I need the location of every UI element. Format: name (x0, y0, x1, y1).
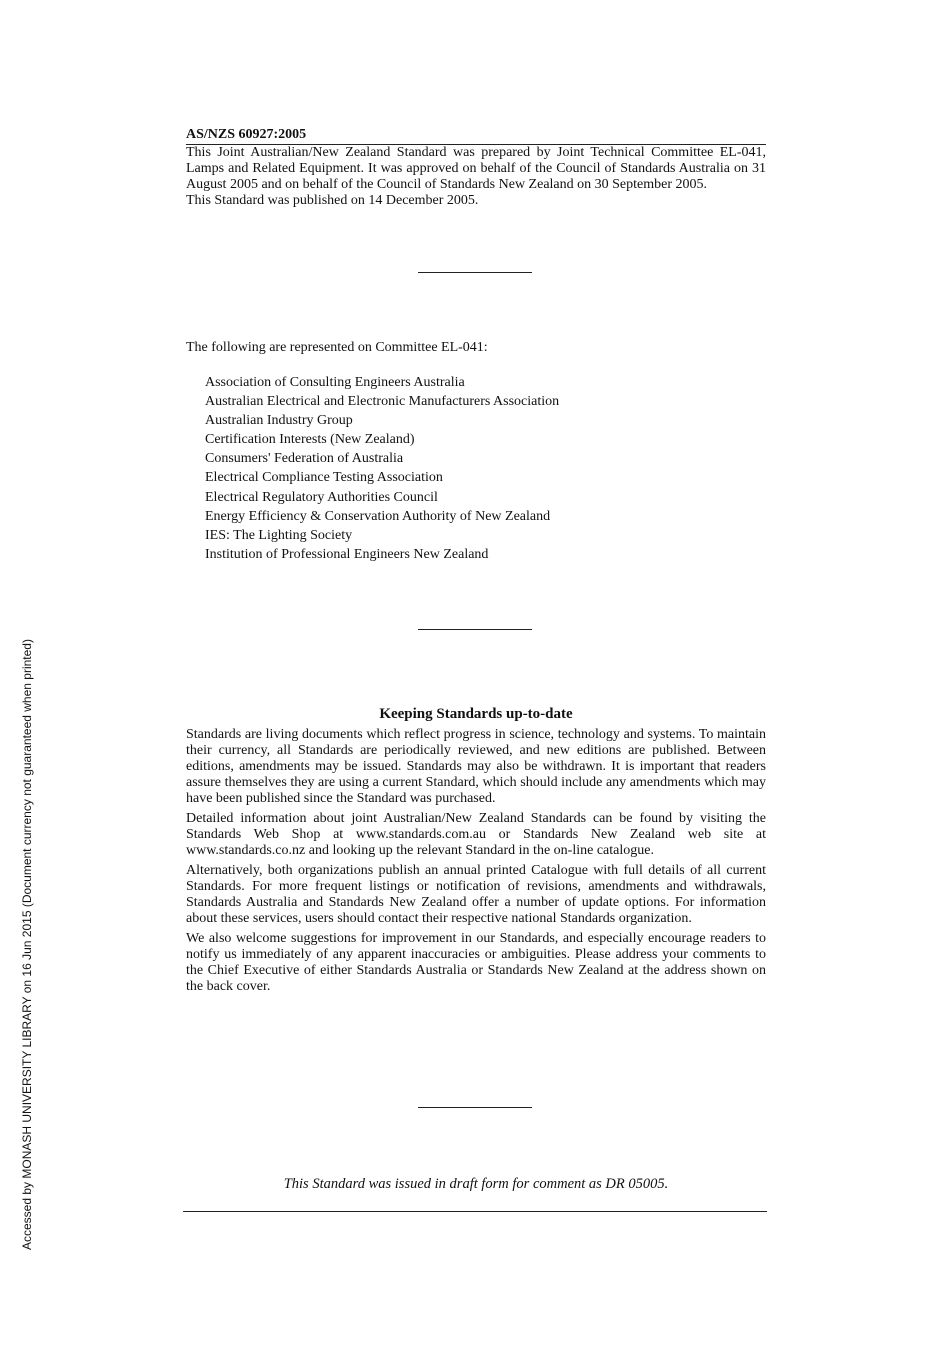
committee-member: Australian Industry Group (205, 413, 353, 429)
committee-member: IES: The Lighting Society (205, 527, 353, 543)
draft-note: This Standard was issued in draft form for comment as DR 05005. (283, 1176, 669, 1192)
standard-id: AS/NZS 60927:2005 (186, 127, 307, 142)
access-watermark: Accessed by MONASH UNIVERSITY LIBRARY on 16 Jun 2015 (Document currency not guaranteed when printed) (20, 639, 34, 1250)
committee-member: Electrical Compliance Testing Association (205, 470, 443, 486)
keeping-up-to-date-body (186, 727, 766, 999)
body-paragraph: Detailed information about joint Australian/New Zealand Standards can be found by visiting the Standards Web Shop at www.standards.com.au or Standards New Zealand web site at www.standards.co.nz and looking up the relevant Standard in the on-line catalogue. (186, 811, 766, 858)
preface-published-text: This Standard was published on 14 December 2005. (186, 193, 479, 208)
committee-member: Electrical Regulatory Authorities Council (205, 489, 438, 505)
section-heading: Keeping Standards up-to-date (379, 706, 573, 722)
body-paragraph: Alternatively, both organizations publish an annual printed Catalogue with full details of all current Standards. For more frequent listings or notification of revisions, amendments and withdrawals, Standards Australia and Standards New Zealand offer a number of update options. For information about these services, users should contact their respective national Standards organization. (186, 863, 766, 926)
preface-prepared-text: This Joint Australian/New Zealand Standard was prepared by Joint Technical Committee EL-041, Lamps and Related Equipment. It was approved on behalf of the Council of Standards Australia on 31 August 2005 and on behalf of the Council of Standards New Zealand on 30 September 2005. (186, 145, 766, 192)
section-divider (418, 272, 532, 273)
committee-member: Institution of Professional Engineers New Zealand (205, 546, 489, 562)
committee-member: Association of Consulting Engineers Australia (205, 375, 465, 390)
committee-member: Energy Efficiency & Conservation Authority of New Zealand (205, 508, 551, 524)
committee-list (205, 373, 559, 564)
body-paragraph: Standards are living documents which reflect progress in science, technology and systems. To maintain their currency, all Standards are periodically reviewed, and new editions are published. Between editions, amendments may be issued. Standards may also be withdrawn. It is important that readers assure themselves they are using a current Standard, which should include any amendments which may have been published since the Standard was purchased. (186, 727, 766, 806)
section-divider (418, 1107, 532, 1108)
section-divider (418, 629, 532, 630)
body-paragraph: We also welcome suggestions for improvement in our Standards, and especially encourage readers to notify us immediately of any apparent inaccuracies or ambiguities. Please address your comments to the Chief Executive of either Standards Australia or Standards New Zealand at the address shown on the back cover. (186, 931, 766, 994)
committee-member: Australian Electrical and Electronic Manufacturers Association (205, 394, 560, 410)
committee-intro: The following are represented on Committee EL-041: (186, 340, 488, 355)
committee-member: Certification Interests (New Zealand) (205, 432, 415, 448)
footer-rule (183, 1211, 767, 1212)
preface (186, 145, 766, 209)
committee-member: Consumers' Federation of Australia (205, 451, 404, 467)
